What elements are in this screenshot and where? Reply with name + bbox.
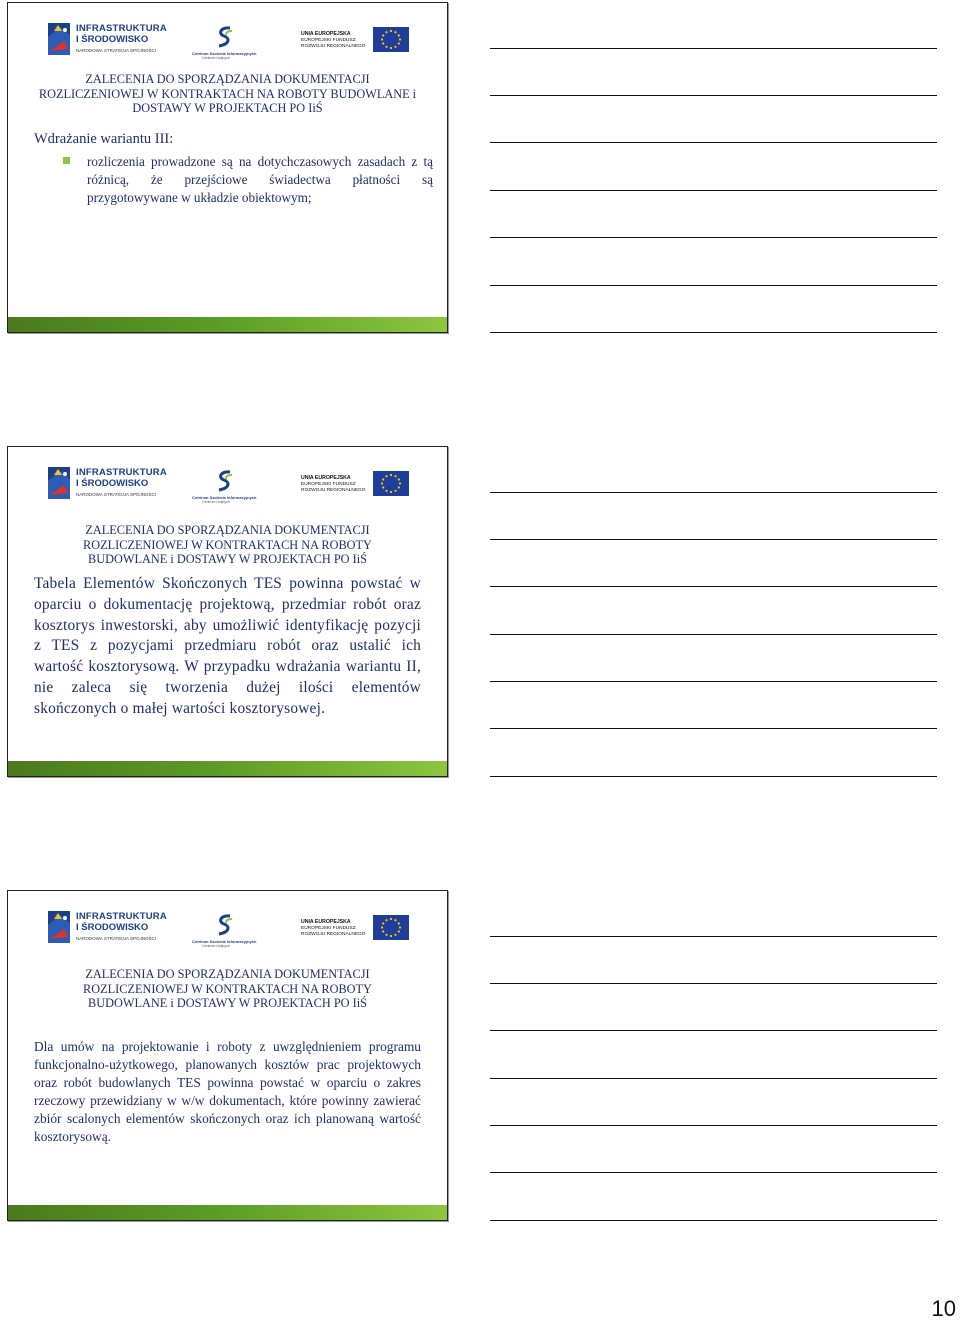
is-line3: NARODOWA STRATEGIA SPÓJNOŚCI — [76, 48, 157, 53]
eu-flag-icon — [373, 471, 409, 496]
green-footer-bar — [8, 1205, 447, 1220]
note-line — [490, 285, 937, 286]
ue-line2: EUROPEJSKI FUNDUSZ — [301, 38, 356, 43]
title-line: BUDOWLANE i DOSTAWY W PROJEKTACH PO IiŚ — [88, 552, 367, 566]
cs-line1: Centrum Szolenia Informacyjnych — [192, 939, 257, 944]
bullet-text: rozliczenia prowadzone są na dotychczasowych zasadach z tą różnicą, że przejściowe świadectwa płatności są przygotowywane w układzie obiektowym; — [87, 154, 433, 205]
ue-line3: ROZWOJU REGIONALNEGO — [301, 488, 366, 493]
cs-line2: Centrum Unijnych — [202, 56, 230, 60]
is-line3: NARODOWA STRATEGIA SPÓJNOŚCI — [76, 492, 157, 497]
eu-flag-icon — [373, 915, 409, 940]
note-line — [490, 634, 937, 635]
note-line — [490, 142, 937, 143]
note-line — [490, 332, 937, 333]
note-line — [490, 48, 937, 49]
is-line2: I ŚRODOWISKO — [76, 478, 149, 489]
is-line2: I ŚRODOWISKO — [76, 922, 149, 933]
ue-logo — [301, 27, 409, 61]
green-footer-bar — [8, 317, 447, 332]
slide-title — [18, 72, 437, 116]
note-line — [490, 190, 937, 191]
slide-2 — [7, 446, 448, 777]
logo-strip — [46, 461, 409, 511]
ue-text — [301, 919, 366, 938]
is-line2: I ŚRODOWISKO — [76, 34, 149, 45]
cs-swirl-icon — [214, 25, 236, 49]
logo-strip — [46, 905, 409, 955]
ue-text — [301, 475, 366, 494]
ue-logo — [301, 915, 409, 949]
note-line — [490, 1078, 937, 1079]
page-number: 10 — [931, 1296, 956, 1321]
note-line — [490, 776, 937, 777]
cs-logo — [192, 469, 262, 509]
note-line — [490, 237, 937, 238]
slide-3 — [7, 890, 448, 1221]
cs-line2: Centrum Unijnych — [202, 500, 230, 504]
ue-line1: UNIA EUROPEJSKA — [301, 31, 351, 37]
title-line: ZALECENIA DO SPORZĄDZANIA DOKUMENTACJI — [85, 72, 370, 86]
is-emblem-icon — [46, 21, 72, 57]
is-line3: NARODOWA STRATEGIA SPÓJNOŚCI — [76, 936, 157, 941]
note-line — [490, 539, 937, 540]
is-emblem-icon — [46, 465, 72, 501]
note-line — [490, 983, 937, 984]
cs-swirl-icon — [214, 469, 236, 493]
infrastruktura-logo — [46, 21, 166, 65]
slide-heading: Wdrażanie wariantu III: — [34, 131, 174, 147]
infrastruktura-logo — [46, 909, 166, 953]
note-line — [490, 586, 937, 587]
cs-line1: Centrum Szolenia Informacyjnych — [192, 51, 257, 56]
infrastruktura-logo — [46, 465, 166, 509]
bullet-square-icon — [63, 157, 70, 164]
ue-line2: EUROPEJSKI FUNDUSZ — [301, 482, 356, 487]
note-line — [490, 1125, 937, 1126]
slide-body: Dla umów na projektowanie i roboty z uwzględnieniem programu funkcjonalno-użytkowego, planowanych kosztów prac projektowych oraz robót budowlanych TES powinna powstać w oparciu o zakres rzeczowy przewidziany w w/w dokumentach, które powinny zawierać zbiór scalonych elementów skończonych oraz ich planowaną wartość kosztorysową. — [34, 1039, 421, 1144]
slide-title — [18, 523, 437, 567]
cs-logo — [192, 25, 262, 65]
note-line — [490, 728, 937, 729]
cs-line2: Centrum Unijnych — [202, 944, 230, 948]
title-line: ROZLICZENIOWEJ W KONTRAKTACH NA ROBOTY — [83, 981, 372, 996]
ue-line2: EUROPEJSKI FUNDUSZ — [301, 926, 356, 931]
note-line — [490, 681, 937, 682]
title-line: ZALECENIA DO SPORZĄDZANIA DOKUMENTACJI — [85, 523, 370, 537]
title-line: DOSTAWY W PROJEKTACH PO IiŚ — [132, 101, 323, 115]
list-item — [62, 153, 433, 207]
ue-line1: UNIA EUROPEJSKA — [301, 475, 351, 481]
note-line — [490, 1220, 937, 1221]
ue-line3: ROZWOJU REGIONALNEGO — [301, 932, 366, 937]
slide-1 — [7, 2, 448, 333]
is-emblem-icon — [46, 909, 72, 945]
note-line — [490, 1172, 937, 1173]
ue-line3: ROZWOJU REGIONALNEGO — [301, 44, 366, 49]
note-line — [490, 492, 937, 493]
bullet-list — [62, 153, 433, 207]
cs-swirl-icon — [214, 913, 236, 937]
title-line: ROZLICZENIOWEJ W KONTRAKTACH NA ROBOTY — [83, 537, 372, 552]
cs-logo — [192, 913, 262, 953]
slide-body: Tabela Elementów Skończonych TES powinna powstać w oparciu o dokumentację projektową, przedmiar robót oraz kosztorys inwestorski, aby umożliwić identyfikację pozycji z TES z pozycjami przedmiaru robót oraz ustalić ich wartość kosztorysową. W przypadku wdrażania wariantu II, nie zaleca się tworzenia dużej ilości elementów skończonych o małej wartości kosztorysowej. — [34, 575, 421, 717]
slide-title — [18, 967, 437, 1011]
title-line: ZALECENIA DO SPORZĄDZANIA DOKUMENTACJI — [85, 967, 370, 981]
note-line — [490, 95, 937, 96]
ue-line1: UNIA EUROPEJSKA — [301, 919, 351, 925]
ue-logo — [301, 471, 409, 505]
cs-line1: Centrum Szolenia Informacyjnych — [192, 495, 257, 500]
title-line: BUDOWLANE i DOSTAWY W PROJEKTACH PO IiŚ — [88, 996, 367, 1010]
logo-strip — [46, 17, 409, 67]
note-line — [490, 936, 937, 937]
green-footer-bar — [8, 761, 447, 776]
title-line: ROZLICZENIOWEJ W KONTRAKTACH NA ROBOTY BUDOWLANE i — [38, 86, 417, 101]
is-line1: INFRASTRUKTURA — [76, 23, 167, 34]
is-line1: INFRASTRUKTURA — [76, 467, 167, 478]
eu-flag-icon — [373, 27, 409, 52]
ue-text — [301, 31, 366, 50]
note-line — [490, 1030, 937, 1031]
is-line1: INFRASTRUKTURA — [76, 911, 167, 922]
